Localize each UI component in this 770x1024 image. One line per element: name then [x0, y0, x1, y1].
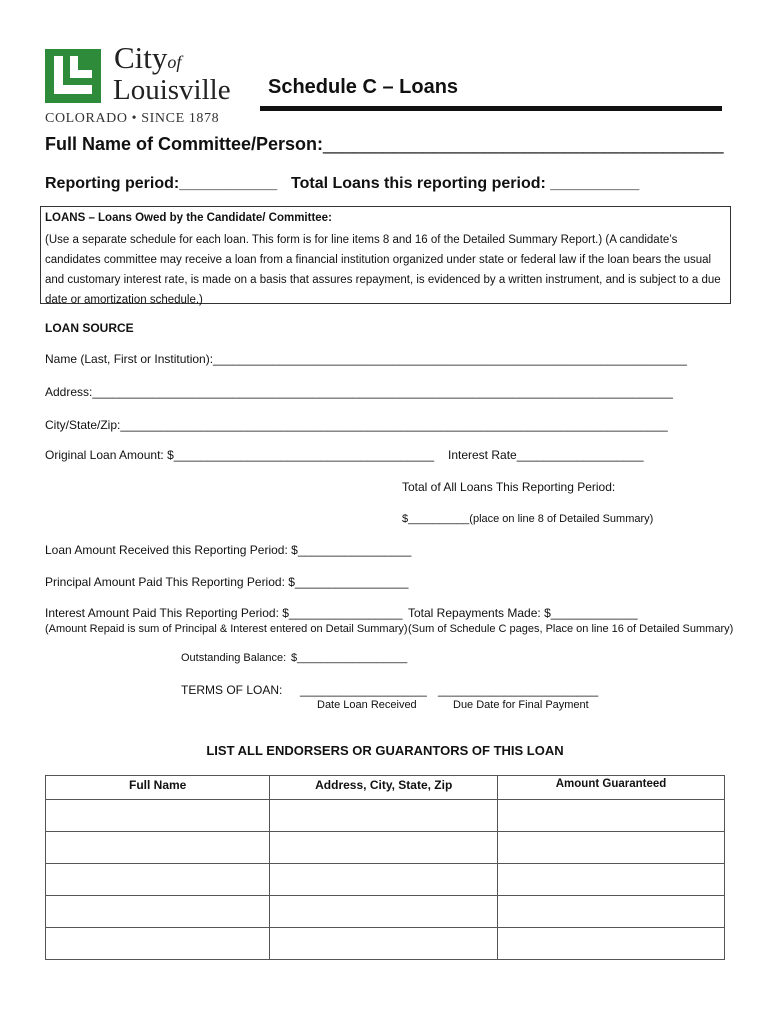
city-state-zip-field[interactable]: City/State/Zip:__________________________________________________________________________________ [45, 418, 668, 432]
loan-source-heading: LOAN SOURCE [45, 321, 134, 335]
cell-address[interactable] [270, 896, 498, 928]
table-row [46, 832, 725, 864]
page-title: Schedule C – Loans [268, 76, 459, 98]
city-logo-icon [45, 49, 101, 103]
col-amount-guaranteed: Amount Guaranteed [498, 776, 725, 800]
table-row [46, 800, 725, 832]
table-row [46, 928, 725, 960]
total-repayments-field[interactable]: Total Repayments Made: $_____________ [408, 606, 638, 620]
interest-rate-field[interactable]: Interest Rate___________________ [448, 448, 644, 462]
interest-paid-field[interactable]: Interest Amount Paid This Reporting Period: $_________________ [45, 606, 403, 620]
info-heading: LOANS – Loans Owed by the Candidate/ Committee: [45, 212, 332, 224]
cell-full-name[interactable] [46, 928, 270, 960]
cell-full-name[interactable] [46, 896, 270, 928]
reporting-period-field[interactable]: Reporting period:___________ [45, 175, 278, 192]
address-field[interactable]: Address:_______________________________________________________________________________________ [45, 385, 673, 399]
cell-full-name[interactable] [46, 832, 270, 864]
amount-received-field[interactable]: Loan Amount Received this Reporting Period: $_________________ [45, 543, 412, 557]
due-date-label: Due Date for Final Payment [453, 699, 589, 711]
logo-city-text: Cityof [114, 40, 182, 75]
col-full-name: Full Name [46, 776, 270, 800]
cell-full-name[interactable] [46, 800, 270, 832]
outstanding-balance-label: Outstanding Balance: [181, 652, 287, 664]
logo-tagline: COLORADO • SINCE 1878 [45, 111, 220, 126]
col-address: Address, City, State, Zip [270, 776, 498, 800]
cell-amount[interactable] [498, 832, 725, 864]
total-all-loans-label: Total of All Loans This Reporting Period: [402, 480, 616, 494]
due-date-field[interactable]: ________________________ [438, 683, 599, 697]
logo-louisville-text: Louisville [113, 74, 231, 106]
table-row [46, 896, 725, 928]
total-all-loans-field[interactable]: $__________(place on line 8 of Detailed Summary) [402, 513, 654, 525]
outstanding-balance-field[interactable]: $__________________ [291, 652, 408, 664]
full-name-field[interactable]: Full Name of Committee/Person:________________________________________ [45, 134, 724, 154]
cell-address[interactable] [270, 864, 498, 896]
table-row [46, 864, 725, 896]
interest-paid-note: (Amount Repaid is sum of Principal & Interest entered on Detail Summary) [45, 623, 408, 635]
lender-name-field[interactable]: Name (Last, First or Institution):_______________________________________________________________________ [45, 352, 687, 366]
date-received-label: Date Loan Received [317, 699, 417, 711]
cell-address[interactable] [270, 928, 498, 960]
cell-address[interactable] [270, 832, 498, 864]
title-rule [260, 106, 722, 111]
cell-full-name[interactable] [46, 864, 270, 896]
endorsers-table [45, 775, 725, 960]
terms-of-loan-label: TERMS OF LOAN: [181, 683, 283, 697]
cell-address[interactable] [270, 800, 498, 832]
cell-amount[interactable] [498, 864, 725, 896]
cell-amount[interactable] [498, 896, 725, 928]
total-repayments-note: (Sum of Schedule C pages, Place on line 16 of Detailed Summary) [408, 623, 734, 635]
principal-paid-field[interactable]: Principal Amount Paid This Reporting Period: $_________________ [45, 575, 409, 589]
date-received-field[interactable]: ___________________ [300, 683, 427, 697]
info-text: (Use a separate schedule for each loan. This form is for line items 8 and 16 of the Detailed Summary Report.) (A candidate’s candidates committee may receive a loan from a financial institution organized under state or federal law if the loan bears the usual and customary interest rate, is made on a basis that assures repayment, is evidenced by a written instrument, and is subject to a due date or amortization schedule.) [45, 234, 721, 306]
cell-amount[interactable] [498, 928, 725, 960]
original-amount-field[interactable]: Original Loan Amount: $_______________________________________ [45, 448, 435, 462]
endorsers-title: LIST ALL ENDORSERS OR GUARANTORS OF THIS LOAN [206, 743, 564, 758]
cell-amount[interactable] [498, 800, 725, 832]
total-loans-field[interactable]: Total Loans this reporting period: __________ [291, 175, 640, 192]
